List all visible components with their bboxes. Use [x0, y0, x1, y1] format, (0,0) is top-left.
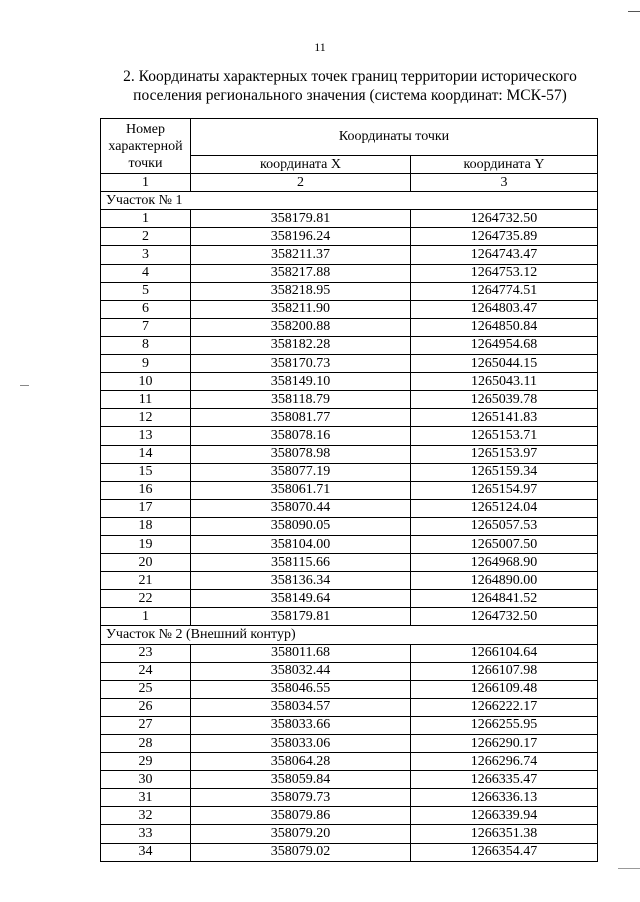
coordinate-x-cell: 358170.73: [191, 355, 411, 373]
point-number-cell: 26: [101, 698, 191, 716]
point-number-cell: 9: [101, 355, 191, 373]
coordinate-y-cell: 1266296.74: [411, 753, 598, 771]
coordinate-x-cell: 358079.73: [191, 789, 411, 807]
coordinate-x-cell: 358064.28: [191, 753, 411, 771]
coordinates-table: [100, 118, 598, 862]
header-y: координата Y: [411, 156, 598, 174]
coordinate-x-cell: 358104.00: [191, 535, 411, 553]
coordinate-x-cell: 358179.81: [191, 608, 411, 626]
coordinate-y-cell: 1265057.53: [411, 517, 598, 535]
table-row: [101, 771, 598, 789]
table-row: [101, 391, 598, 409]
point-number-cell: 13: [101, 427, 191, 445]
coordinate-y-cell: 1265007.50: [411, 535, 598, 553]
point-number-cell: 17: [101, 499, 191, 517]
point-number-cell: 18: [101, 517, 191, 535]
coordinate-x-cell: 358149.64: [191, 590, 411, 608]
table-row: [101, 264, 598, 282]
coordinate-x-cell: 358200.88: [191, 318, 411, 336]
coordinate-y-cell: 1265141.83: [411, 409, 598, 427]
table-row: [101, 590, 598, 608]
coordinate-x-cell: 358196.24: [191, 228, 411, 246]
coordinate-y-cell: 1266290.17: [411, 735, 598, 753]
coordinate-x-cell: 358078.16: [191, 427, 411, 445]
column-number: 3: [411, 174, 598, 192]
point-number-cell: 10: [101, 373, 191, 391]
table-row: [101, 409, 598, 427]
section-row: [101, 192, 598, 210]
coordinate-x-cell: 358090.05: [191, 517, 411, 535]
coordinate-x-cell: 358078.98: [191, 445, 411, 463]
column-number: 2: [191, 174, 411, 192]
point-number-cell: 31: [101, 789, 191, 807]
coordinate-y-cell: 1264753.12: [411, 264, 598, 282]
point-number-cell: 30: [101, 771, 191, 789]
table-row: [101, 716, 598, 734]
coordinate-x-cell: 358081.77: [191, 409, 411, 427]
point-number-cell: 16: [101, 481, 191, 499]
point-number-cell: 33: [101, 825, 191, 843]
coordinate-x-cell: 358011.68: [191, 644, 411, 662]
coordinate-x-cell: 358211.90: [191, 300, 411, 318]
table-row: [101, 246, 598, 264]
coordinate-y-cell: 1266109.48: [411, 680, 598, 698]
table-row: [101, 735, 598, 753]
coordinate-y-cell: 1266354.47: [411, 843, 598, 861]
table-row: [101, 210, 598, 228]
point-number-cell: 21: [101, 572, 191, 590]
table-row: [101, 318, 598, 336]
coordinate-x-cell: 358211.37: [191, 246, 411, 264]
point-number-cell: 25: [101, 680, 191, 698]
table-row: [101, 662, 598, 680]
coordinate-x-cell: 358033.66: [191, 716, 411, 734]
point-number-cell: 2: [101, 228, 191, 246]
coordinate-y-cell: 1265153.97: [411, 445, 598, 463]
scan-edge-mark: [628, 11, 640, 12]
point-number-cell: 7: [101, 318, 191, 336]
point-number-cell: 23: [101, 644, 191, 662]
coordinate-y-cell: 1264732.50: [411, 210, 598, 228]
coordinate-y-cell: 1264890.00: [411, 572, 598, 590]
coordinate-y-cell: 1264841.52: [411, 590, 598, 608]
table-row: [101, 499, 598, 517]
table-row: [101, 608, 598, 626]
coordinate-y-cell: 1264803.47: [411, 300, 598, 318]
coordinate-x-cell: 358033.06: [191, 735, 411, 753]
title-line-2: поселения регионального значения (система координат: МСК-57): [133, 87, 567, 104]
table-row: [101, 355, 598, 373]
section-title: Участок № 1: [101, 192, 598, 210]
table-row: [101, 282, 598, 300]
table-row: [101, 535, 598, 553]
point-number-cell: 19: [101, 535, 191, 553]
coordinate-y-cell: 1266255.95: [411, 716, 598, 734]
title-line-1: 2. Координаты характерных точек границ территории исторического: [123, 68, 577, 85]
table-row: [101, 843, 598, 861]
coordinate-y-cell: 1265124.04: [411, 499, 598, 517]
point-number-cell: 1: [101, 210, 191, 228]
coordinate-y-cell: 1266336.13: [411, 789, 598, 807]
table-row: [101, 825, 598, 843]
coordinate-y-cell: 1264774.51: [411, 282, 598, 300]
coordinate-y-cell: 1265044.15: [411, 355, 598, 373]
table-row: [101, 698, 598, 716]
coordinate-x-cell: 358182.28: [191, 336, 411, 354]
coordinate-x-cell: 358046.55: [191, 680, 411, 698]
point-number-cell: 24: [101, 662, 191, 680]
table-row: [101, 789, 598, 807]
point-number-cell: 28: [101, 735, 191, 753]
coordinate-y-cell: 1265159.34: [411, 463, 598, 481]
coordinate-y-cell: 1266104.64: [411, 644, 598, 662]
coordinate-y-cell: 1264968.90: [411, 554, 598, 572]
coordinate-x-cell: 358077.19: [191, 463, 411, 481]
coordinate-y-cell: 1265039.78: [411, 391, 598, 409]
coordinate-x-cell: 358217.88: [191, 264, 411, 282]
table-row: [101, 753, 598, 771]
point-number-cell: 12: [101, 409, 191, 427]
coordinate-x-cell: 358115.66: [191, 554, 411, 572]
table-row: [101, 644, 598, 662]
coordinate-y-cell: 1264732.50: [411, 608, 598, 626]
table-row: [101, 554, 598, 572]
section-row: [101, 626, 598, 644]
coordinate-y-cell: 1266222.17: [411, 698, 598, 716]
table-row: [101, 463, 598, 481]
column-number: 1: [101, 174, 191, 192]
table-row: [101, 680, 598, 698]
table-row: [101, 300, 598, 318]
coordinate-x-cell: 358070.44: [191, 499, 411, 517]
coordinate-x-cell: 358136.34: [191, 572, 411, 590]
document-title: [60, 67, 640, 105]
coordinate-y-cell: 1266107.98: [411, 662, 598, 680]
coordinate-x-cell: 358061.71: [191, 481, 411, 499]
coordinate-x-cell: 358079.86: [191, 807, 411, 825]
point-number-cell: 3: [101, 246, 191, 264]
coordinate-x-cell: 358059.84: [191, 771, 411, 789]
point-number-cell: 6: [101, 300, 191, 318]
point-number-cell: 4: [101, 264, 191, 282]
table-row: [101, 572, 598, 590]
table-row: [101, 228, 598, 246]
table-row: [101, 427, 598, 445]
coordinate-x-cell: 358032.44: [191, 662, 411, 680]
table-row: [101, 481, 598, 499]
header-x: координата X: [191, 156, 411, 174]
table-row: [101, 517, 598, 535]
coordinate-y-cell: 1264850.84: [411, 318, 598, 336]
point-number-cell: 14: [101, 445, 191, 463]
point-number-cell: 15: [101, 463, 191, 481]
coordinate-y-cell: 1266339.94: [411, 807, 598, 825]
header-coordinates: Координаты точки: [191, 119, 598, 156]
coordinate-x-cell: 358079.02: [191, 843, 411, 861]
coordinate-y-cell: 1264735.89: [411, 228, 598, 246]
page-number: 11: [314, 40, 326, 54]
table-body: [101, 192, 598, 861]
point-number-cell: 32: [101, 807, 191, 825]
point-number-cell: 22: [101, 590, 191, 608]
coordinate-y-cell: 1265154.97: [411, 481, 598, 499]
table-row: [101, 807, 598, 825]
table-row: [101, 336, 598, 354]
header-point-number: Номер характерной точки: [101, 119, 191, 174]
coordinate-x-cell: 358034.57: [191, 698, 411, 716]
coordinate-y-cell: 1266335.47: [411, 771, 598, 789]
coordinate-y-cell: 1264954.68: [411, 336, 598, 354]
section-title: Участок № 2 (Внешний контур): [101, 626, 598, 644]
point-number-cell: 1: [101, 608, 191, 626]
scan-edge-mark: [618, 868, 640, 869]
column-number-row: [101, 174, 598, 192]
coordinate-x-cell: 358079.20: [191, 825, 411, 843]
table-header: [101, 119, 598, 192]
point-number-cell: 34: [101, 843, 191, 861]
point-number-cell: 27: [101, 716, 191, 734]
point-number-cell: 8: [101, 336, 191, 354]
table-row: [101, 373, 598, 391]
point-number-cell: 11: [101, 391, 191, 409]
coordinate-x-cell: 358149.10: [191, 373, 411, 391]
coordinate-x-cell: 358118.79: [191, 391, 411, 409]
coordinate-y-cell: 1265043.11: [411, 373, 598, 391]
coordinate-y-cell: 1265153.71: [411, 427, 598, 445]
point-number-cell: 29: [101, 753, 191, 771]
coordinate-y-cell: 1266351.38: [411, 825, 598, 843]
coordinate-x-cell: 358218.95: [191, 282, 411, 300]
coordinate-x-cell: 358179.81: [191, 210, 411, 228]
point-number-cell: 5: [101, 282, 191, 300]
scan-edge-mark: [20, 385, 29, 386]
point-number-cell: 20: [101, 554, 191, 572]
table-row: [101, 445, 598, 463]
coordinate-y-cell: 1264743.47: [411, 246, 598, 264]
